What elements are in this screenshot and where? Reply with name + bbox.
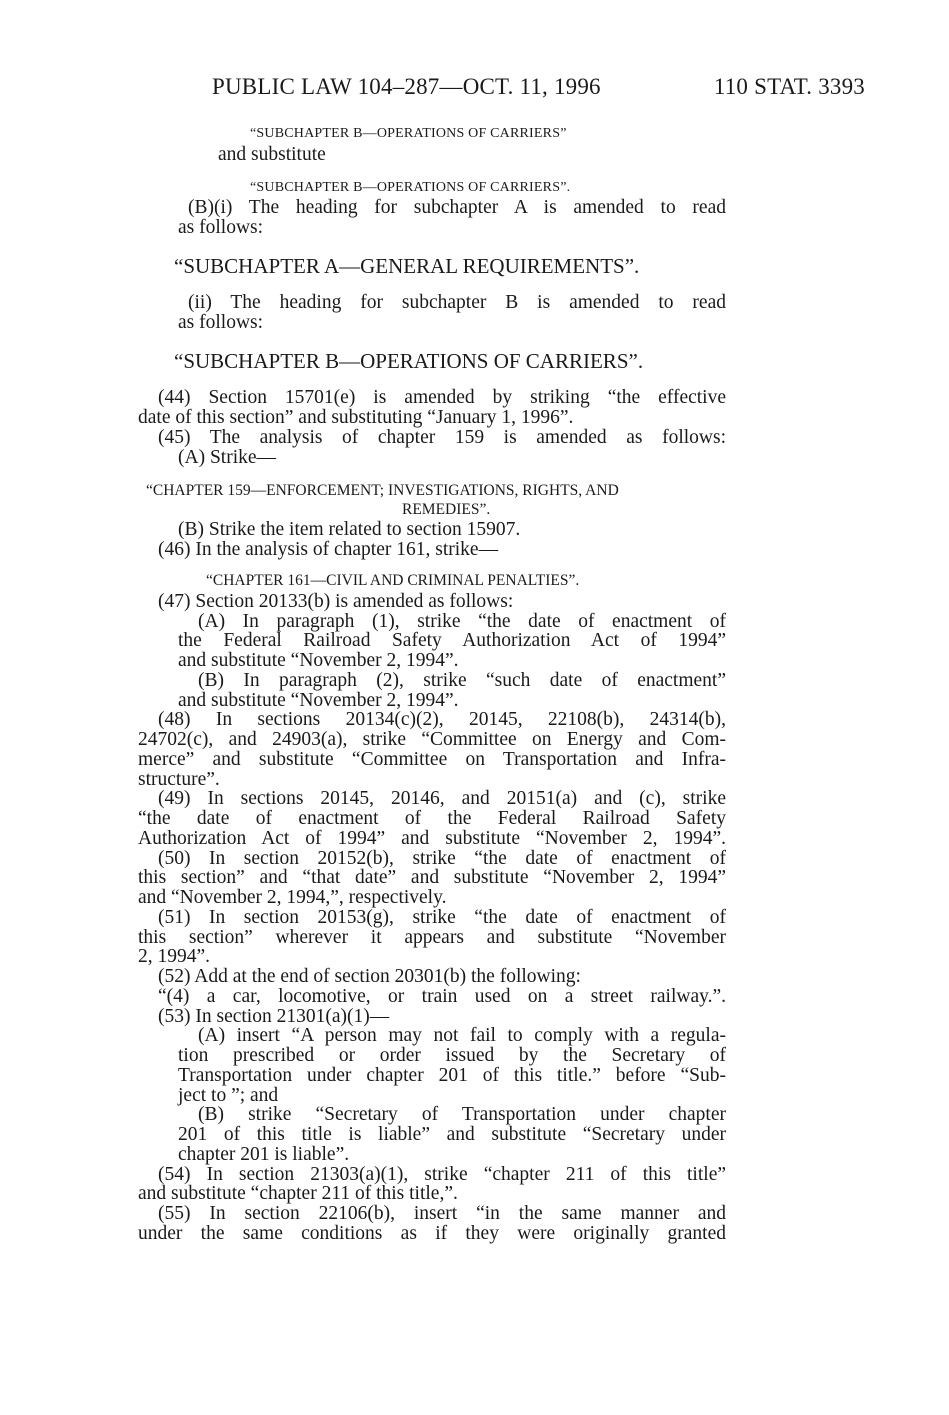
text-line: ject to ”; and [178,1085,279,1106]
heading-line: “SUBCHAPTER B—OPERATIONS OF CARRIERS”. [174,349,644,373]
text-line: (ii) The heading for subchapter B is amended to read [188,292,726,313]
text-line: merce” and substitute “Committee on Transportation and Infra- [138,749,726,770]
text-line: (53) In section 21301(a)(1)— [158,1006,390,1027]
text-line: and substitute “November 2, 1994”. [178,650,459,671]
text-line: and substitute [218,144,326,165]
text-line: (54) In section 21303(a)(1), strike “chapter 211 of this title” [158,1164,726,1185]
text-line: (46) In the analysis of chapter 161, strike— [158,539,499,560]
text-line: (A) In paragraph (1), strike “the date of enactment of [198,611,726,632]
running-header-title: PUBLIC LAW 104–287—OCT. 11, 1996 [212,74,601,99]
text-line: (50) In section 20152(b), strike “the date of enactment of [158,848,726,869]
text-line: “SUBCHAPTER B—OPERATIONS OF CARRIERS” [250,126,567,141]
text-line: Authorization Act of 1994” and substitute “November 2, 1994”. [138,828,726,849]
text-line: this section” wherever it appears and substitute “November [138,927,726,948]
text-line: as follows: [178,217,264,238]
text-line: (49) In sections 20145, 20146, and 20151(a) and (c), strike [158,788,726,809]
text-line: 24702(c), and 24903(a), strike “Committee on Energy and Com- [138,729,726,750]
text-line: (45) The analysis of chapter 159 is amended as follows: [158,427,726,448]
text-line: (A) insert “A person may not fail to comply with a regula- [198,1025,726,1046]
text-line: “(4) a car, locomotive, or train used on a street railway.”. [158,986,726,1007]
text-line: (B) strike “Secretary of Transportation under chapter [198,1104,726,1125]
text-line: under the same conditions as if they were originally granted [138,1223,726,1244]
text-line: Transportation under chapter 201 of this title.” before “Sub- [178,1065,726,1086]
text-line: “the date of enactment of the Federal Railroad Safety [138,808,726,829]
text-line: (52) Add at the end of section 20301(b) the following: [158,966,581,987]
text-line: REMEDIES”. [402,501,491,518]
heading-line: “SUBCHAPTER A—GENERAL REQUIREMENTS”. [174,254,640,278]
text-line: and “November 2, 1994,”, respectively. [138,887,447,908]
text-line: (B)(i) The heading for subchapter A is amended to read [188,197,726,218]
text-line: as follows: [178,312,264,333]
text-line: (B) In paragraph (2), strike “such date of enactment” [198,670,726,691]
text-line: (B) Strike the item related to section 15907. [178,519,521,540]
text-line: “CHAPTER 159—ENFORCEMENT; INVESTIGATIONS, RIGHTS, AND [146,482,619,499]
running-header-page-number: 110 STAT. 3393 [713,74,865,99]
text-line: (51) In section 20153(g), strike “the date of enactment of [158,907,726,928]
text-line: tion prescribed or order issued by the Secretary of [178,1045,726,1066]
text-line: 201 of this title is liable” and substitute “Secretary under [178,1124,726,1145]
text-line: (44) Section 15701(e) is amended by striking “the effective [158,387,726,408]
text-line: date of this section” and substituting “January 1, 1996”. [138,407,574,428]
text-line: chapter 201 is liable”. [178,1144,350,1165]
text-line: (A) Strike— [178,447,277,468]
text-line: (55) In section 22106(b), insert “in the same manner and [158,1203,726,1224]
text-line: and substitute “November 2, 1994”. [178,690,459,711]
text-line: structure”. [138,769,220,790]
text-line: 2, 1994”. [138,946,211,967]
text-line: “SUBCHAPTER B—OPERATIONS OF CARRIERS”. [250,180,571,195]
text-line: (48) In sections 20134(c)(2), 20145, 22108(b), 24314(b), [158,709,726,730]
text-line: the Federal Railroad Safety Authorization Act of 1994” [178,630,726,651]
text-line: and substitute “chapter 211 of this title,”. [138,1183,458,1204]
text-line: (47) Section 20133(b) is amended as follows: [158,591,514,612]
text-line: this section” and “that date” and substitute “November 2, 1994” [138,867,726,888]
text-line: “CHAPTER 161—CIVIL AND CRIMINAL PENALTIES”. [206,572,580,589]
